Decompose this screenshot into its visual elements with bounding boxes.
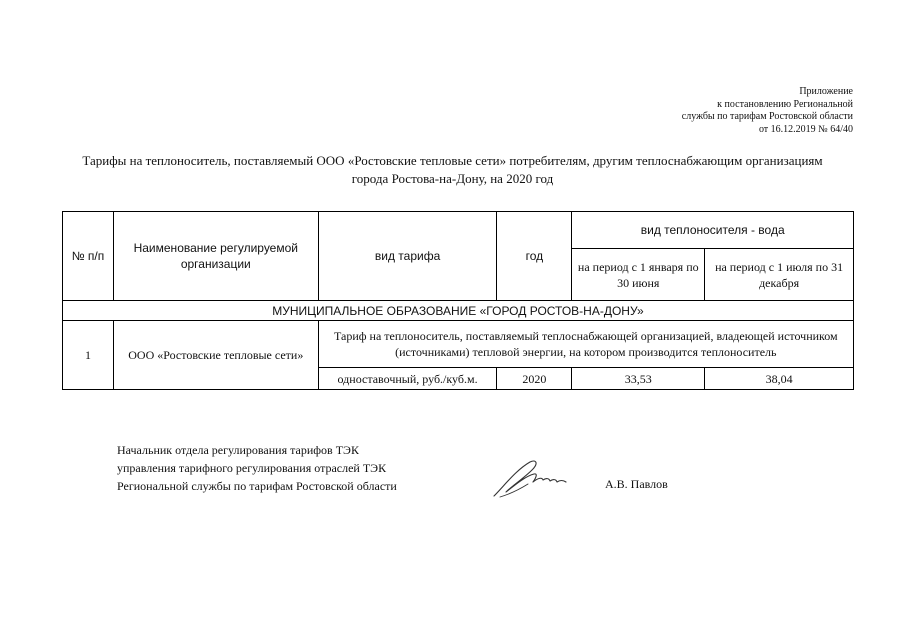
row-tariff: одноставочный, руб./куб.м.: [318, 368, 497, 390]
appendix-line: к постановлению Региональной: [717, 98, 853, 110]
municipality-row: МУНИЦИПАЛЬНОЕ ОБРАЗОВАНИЕ «ГОРОД РОСТОВ-НА-ДОНУ»: [63, 301, 854, 321]
header-tariff-kind: вид тарифа: [318, 212, 497, 301]
header-period-2: на период с 1 июля по 31 декабря: [705, 249, 854, 301]
signature-block: [117, 441, 397, 495]
handwritten-signature: [486, 456, 570, 502]
signer-position-line: Начальник отдела регулирования тарифов ТЭК: [117, 443, 359, 457]
row-value-2: 38,04: [705, 368, 854, 390]
header-num: № п/п: [63, 212, 114, 301]
header-carrier: вид теплоносителя - вода: [572, 212, 854, 249]
row-org: ООО «Ростовские тепловые сети»: [113, 321, 318, 390]
header-org: Наименование регулируемой организации: [113, 212, 318, 301]
signer-position-line: управления тарифного регулирования отраслей ТЭК: [117, 461, 387, 475]
document-title: [40, 152, 865, 188]
header-period-1: на период с 1 января по 30 июня: [572, 249, 705, 301]
appendix-block: [682, 86, 853, 136]
title-line: Тарифы на теплоноситель, поставляемый ООО «Ростовские тепловые сети» потребителям, другим теплоснабжающим организациям: [82, 153, 823, 168]
row-year: 2020: [497, 368, 572, 390]
header-year: год: [497, 212, 572, 301]
title-line: города Ростова-на-Дону, на 2020 год: [351, 171, 554, 186]
signer-name: А.В. Павлов: [605, 477, 668, 491]
row-num: 1: [63, 321, 114, 390]
row-value-1: 33,53: [572, 368, 705, 390]
row-description: Тариф на теплоноситель, поставляемый теплоснабжающей организацией, владеющей источником (источниками) тепловой энергии, на котором производится теплоноситель: [318, 321, 853, 368]
appendix-line: Приложение: [799, 86, 853, 97]
signer-position-line: Региональной службы по тарифам Ростовской области: [117, 479, 397, 493]
appendix-line: от 16.12.2019 № 64/40: [758, 123, 853, 135]
tariff-table: [62, 211, 854, 390]
appendix-line: службы по тарифам Ростовской области: [681, 111, 853, 122]
